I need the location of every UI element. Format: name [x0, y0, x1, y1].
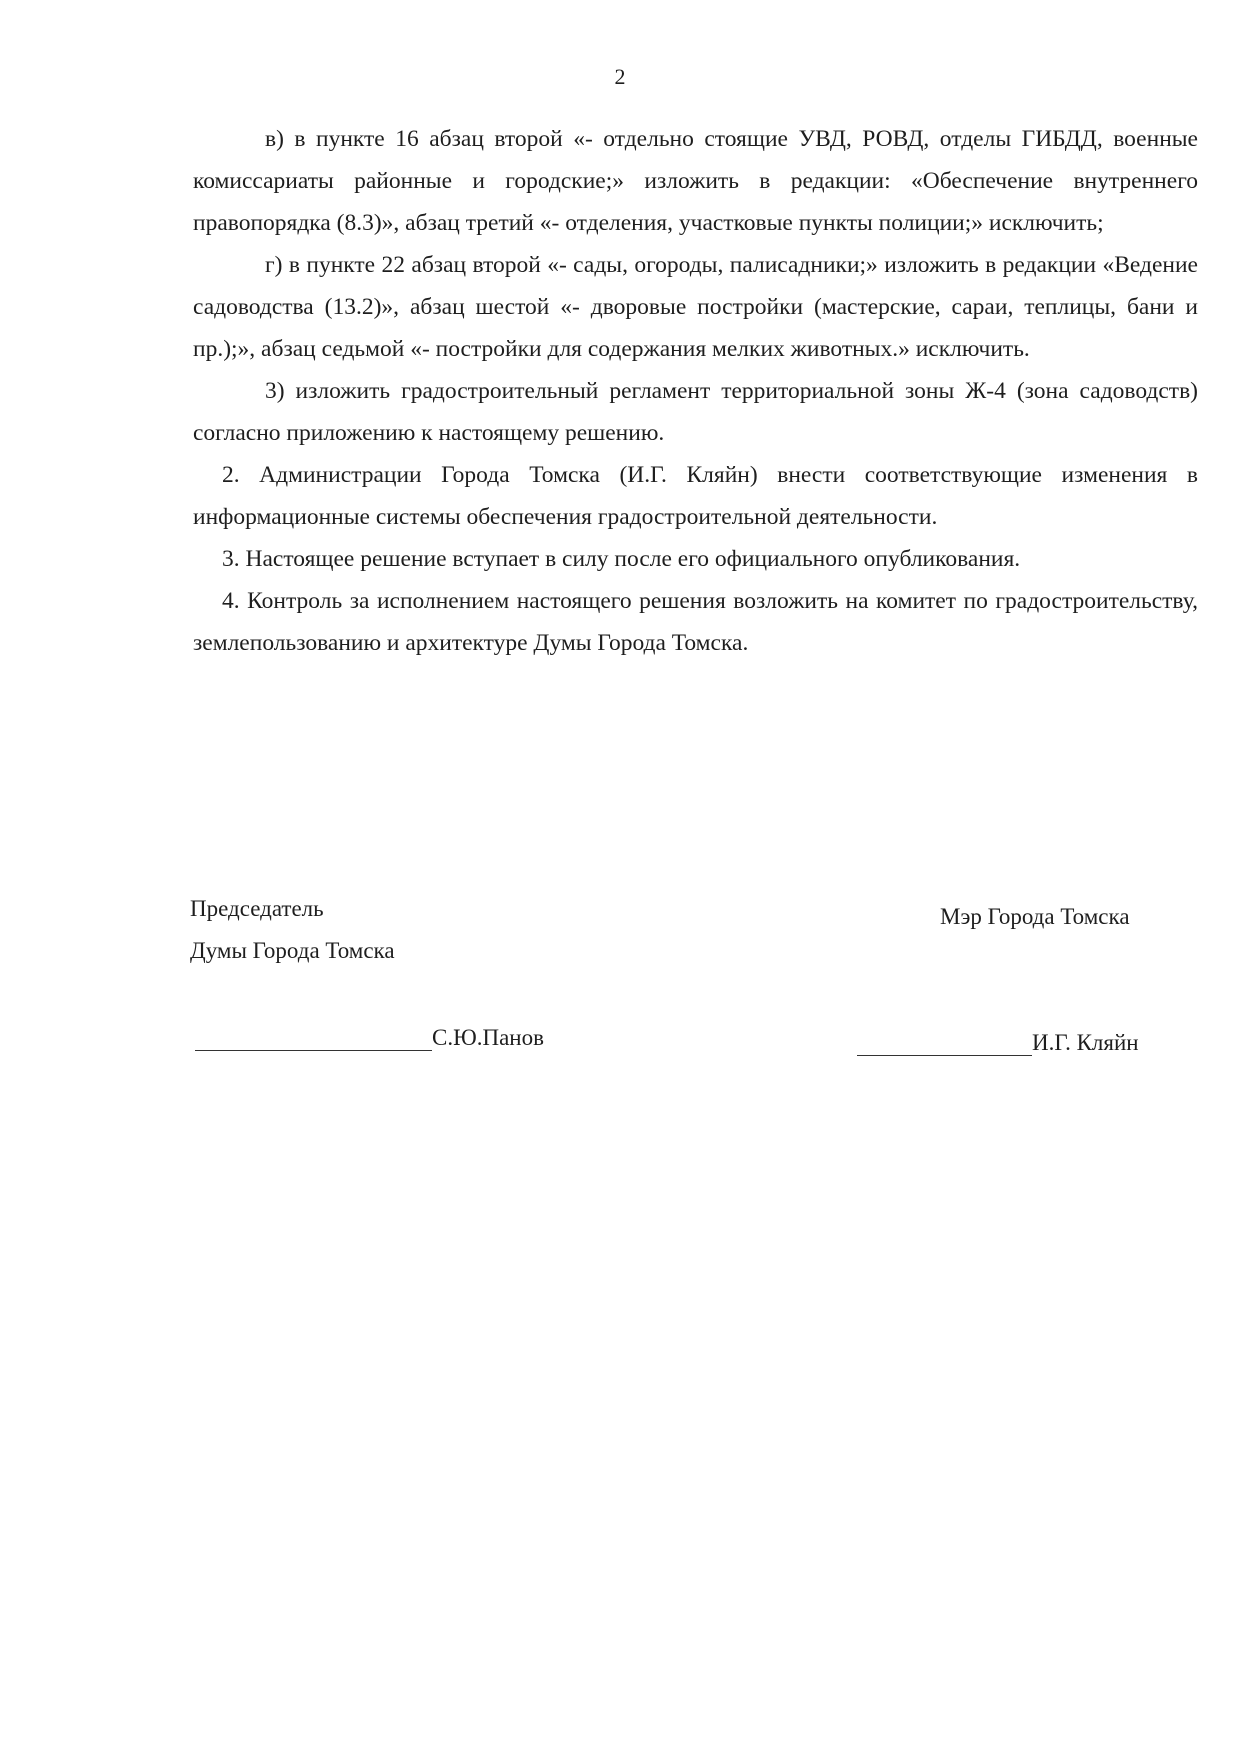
page-number: 2 — [614, 64, 626, 89]
chairman-signature-line — [195, 1028, 432, 1051]
chairman-signature-block — [195, 1025, 544, 1051]
paragraph-section-4: 4. Контроль за исполнением настоящего решения возложить на комитет по градостроительству, землепользованию и архитектуре Думы Города Томска. — [193, 588, 1198, 656]
chairman-title-line2: Думы Города Томска — [190, 938, 395, 963]
mayor-signature-line — [857, 1033, 1032, 1056]
chairman-title-line1: Председатель — [190, 896, 324, 921]
mayor-title: Мэр Города Томска — [940, 904, 1130, 929]
paragraph-section-2: 2. Администрации Города Томска (И.Г. Кляйн) внести соответствующие изменения в информационные системы обеспечения градостроительной деятельности. — [193, 462, 1198, 530]
chairman-title — [190, 888, 395, 972]
mayor-name: И.Г. Кляйн — [1032, 1030, 1139, 1055]
paragraph-item-3: 3) изложить градостроительный регламент территориальной зоны Ж-4 (зона садоводств) согласно приложению к настоящему решению. — [193, 378, 1198, 446]
mayor-signature-block — [857, 1030, 1139, 1056]
paragraph-subitem-v: в) в пункте 16 абзац второй «- отдельно стоящие УВД, РОВД, отделы ГИБДД, военные комиссариаты районные и городские;» изложить в редакции: «Обеспечение внутреннего правопорядка (8.3)», абзац третий «- отделения, участковые пункты полиции;» исключить; — [193, 126, 1198, 236]
chairman-name: С.Ю.Панов — [432, 1025, 544, 1050]
paragraph-section-3: 3. Настоящее решение вступает в силу после его официального опубликования. — [222, 546, 1021, 572]
document-body — [193, 118, 1198, 664]
paragraph-subitem-g: г) в пункте 22 абзац второй «- сады, огороды, палисадники;» изложить в редакции «Ведение садоводства (13.2)», абзац шестой «- дворовые постройки (мастерские, сараи, теплицы, бани и пр.);», абзац седьмой «- постройки для содержания мелких животных.» исключить. — [193, 252, 1198, 362]
